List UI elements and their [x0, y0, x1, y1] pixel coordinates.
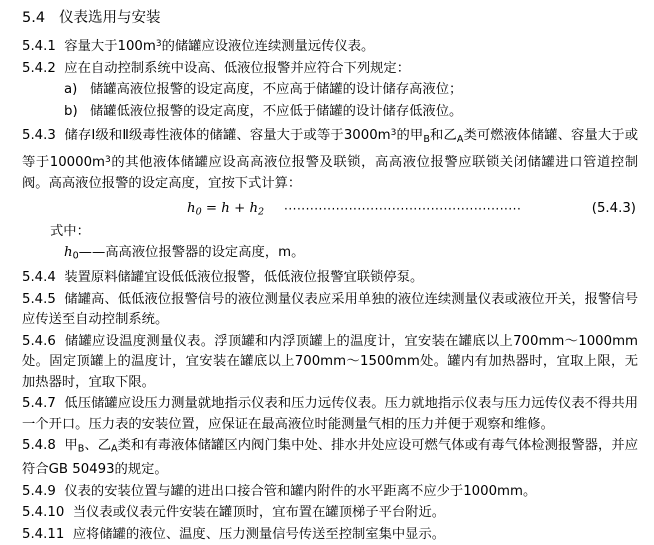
subitem-label: a) — [64, 82, 78, 98]
clause-5-4-1: 5.4.1 容量大于$100m^3$的储罐应设液位连续测量远传仪表。 — [22, 39, 375, 55]
clause-5-4-7 — [22, 394, 638, 435]
clause-label: 5.4.11 — [22, 526, 65, 542]
clause-label: 5.4.8 — [22, 438, 56, 454]
clause-label: 5.4.1 — [22, 39, 56, 55]
clause-text: 应将储罐的液位、温度、压力测量信号传送至控制室集中显示。 — [72, 526, 446, 542]
clause-label: 5.4.6 — [22, 333, 56, 349]
formula-leader: ······················································· — [284, 201, 522, 216]
clause-label: 5.4.3 — [22, 128, 56, 144]
subitem-b — [22, 102, 638, 123]
clause-5-4-8: 5.4.8 甲$_B$、乙$_A$类和有毒液体储罐区内阀门集中处、排水井处应设可燃气体或有毒气体检测报警器，并应符合GB 50493的规定。 — [22, 438, 638, 478]
clause-label: 5.4.7 — [22, 396, 56, 412]
clause-label: 5.4.9 — [22, 483, 56, 499]
subitem-a — [22, 80, 638, 101]
clause-text: 当仪表或仪表元件安装在罐顶时，宜布置在罐顶梯子平台附近。 — [72, 505, 446, 521]
clause-text: 装置原料储罐宜设低低液位报警，低低液位报警宜联锁停泵。 — [64, 270, 424, 286]
clause-5-4-10 — [22, 503, 638, 524]
formula-number: (5.4.3) — [591, 200, 636, 216]
clause-5-4-6 — [22, 332, 638, 394]
clause-label: 5.4.5 — [22, 291, 56, 307]
formula-row — [22, 198, 638, 220]
where-label: 式中： — [50, 223, 90, 239]
clause-5-4-3: 5.4.3 储存Ⅰ级和Ⅱ级毒性液体的储罐、容量大于或等于$3000m^3$的甲$_B$和乙$_A$类可燃液体储罐、容量大于或等于$10000m^3$的其他液体储罐应设高高液位报警及联锁，高高液位报警应联锁关闭储罐进口管道控制阀。高高液位报警的设定高度，宜按下式计算： — [22, 128, 639, 192]
clause-5-4-9 — [22, 482, 638, 503]
subitem-label: b) — [64, 103, 78, 119]
clause-text: 储罐高、低低液位报警信号的液位测量仪表应采用单独的液位连续测量仪表或液位开关，报警信号应传送至自动控制系统。 — [22, 291, 638, 328]
section-title: 仪表选用与安装 — [59, 10, 161, 26]
clause-label: 5.4.4 — [22, 270, 56, 286]
subitem-text: 储罐低液位报警的设定高度，不应低于储罐的设计储存低液位。 — [90, 103, 463, 119]
clause-label: 5.4.10 — [22, 505, 65, 521]
formula-expression: $h_0 = h + h_2$ — [187, 200, 265, 218]
subitem-text: 储罐高液位报警的设定高度，不应高于储罐的设计储存高液位； — [90, 82, 463, 98]
clause-5-4-5 — [22, 290, 638, 331]
clause-5-4-4 — [22, 268, 638, 289]
clause-5-4-2: 5.4.2 应在自动控制系统中设高、低液位报警并应符合下列规定： — [22, 60, 411, 76]
clause-label: 5.4.2 — [22, 60, 56, 76]
section-heading — [22, 8, 638, 28]
clause-text: 储罐应设温度测量仪表。浮顶罐和内浮顶罐上的温度计，宜安装在罐底以上700mm～1000mm处。固定顶罐上的温度计，宜安装在罐底以上700mm～1500mm处。罐内有加热器时，宜取上限，无加热器时，宜取下限。 — [22, 333, 638, 390]
clause-5-4-11 — [22, 525, 638, 545]
where-definition: $h_0——$高高液位报警器的设定高度，m。 — [64, 245, 305, 262]
clause-text: 低压储罐应设压力测量就地指示仪表和压力远传仪表。压力就地指示仪表与压力远传仪表不得共用一个开口。压力表的安装位置，应保证在最高液位时能测量气相的压力并便于观察和维修。 — [22, 396, 638, 432]
section-number: 5.4 — [22, 10, 46, 26]
clause-text: 仪表的安装位置与罐的进出口接合管和罐内附件的水平距离不应少于1000mm。 — [64, 483, 537, 499]
